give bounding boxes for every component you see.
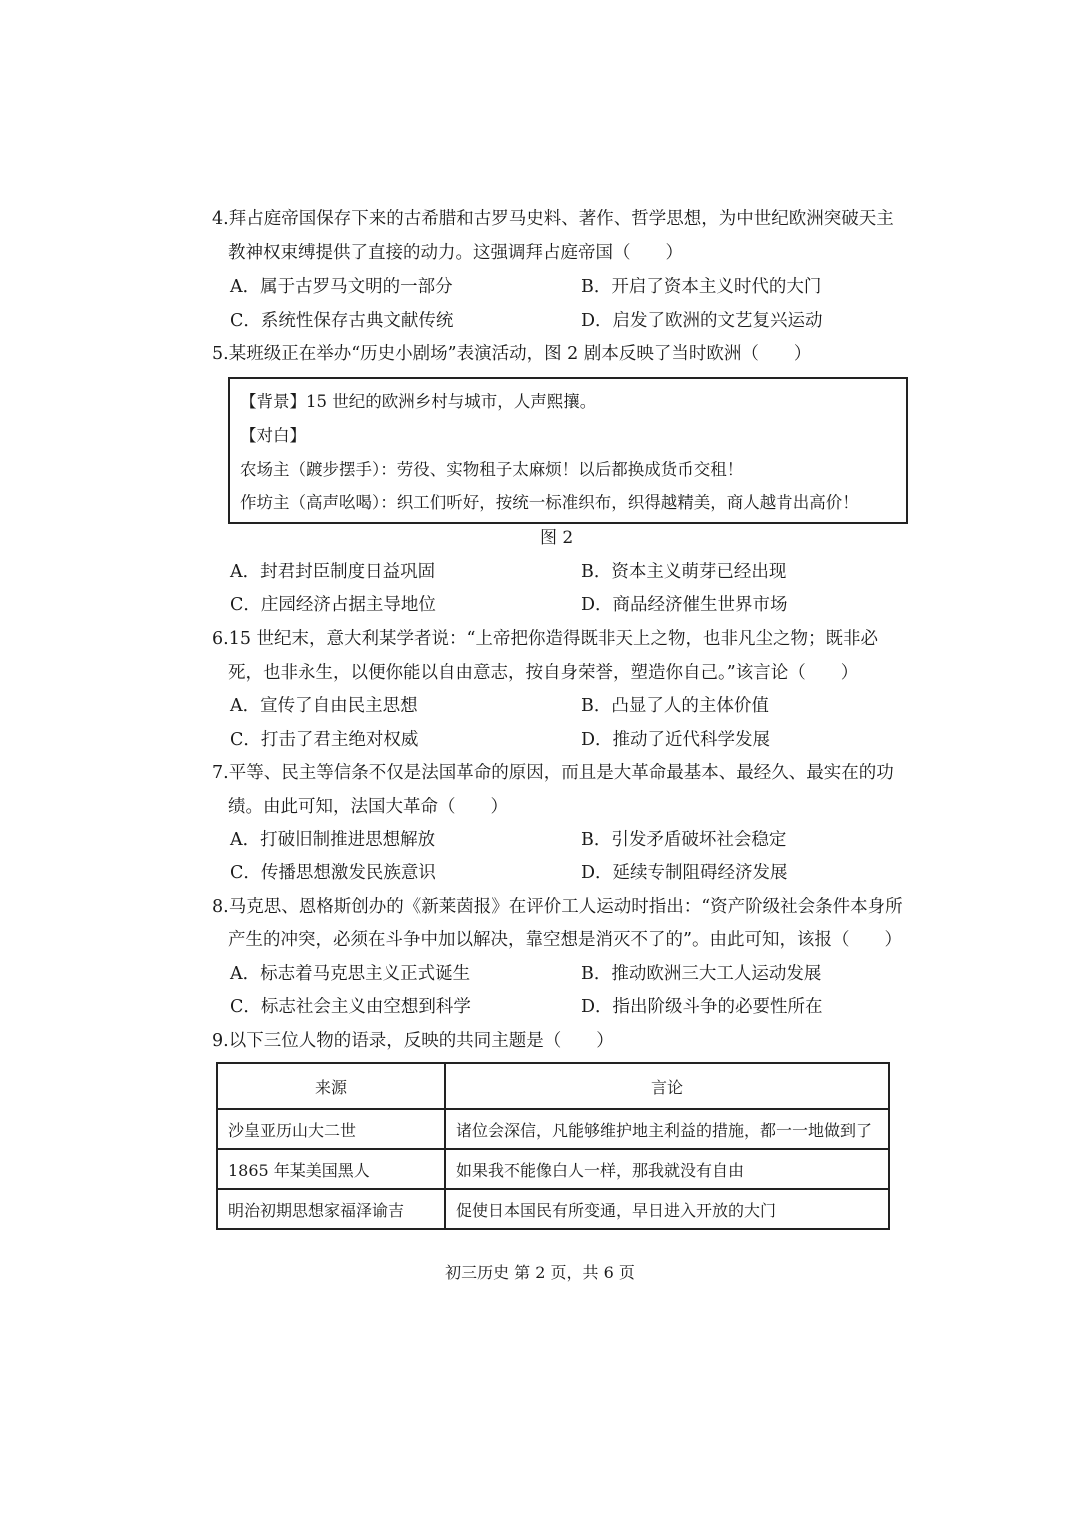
q8-stem-line1: 8.马克思、恩格斯创办的《新莱茵报》在评价工人运动时指出：“资产阶级社会条件本身所 bbox=[212, 897, 903, 917]
q8-option-d: D．指出阶级斗争的必要性所在 bbox=[581, 997, 823, 1017]
table-row bbox=[217, 1149, 889, 1189]
q5-script-dialogue-heading: 【对白】 bbox=[240, 426, 306, 445]
q7-option-d: D．延续专制阻碍经济发展 bbox=[581, 863, 788, 883]
table-header-source: 来源 bbox=[217, 1063, 445, 1109]
q4-stem-line2: 教神权束缚提供了直接的动力。这强调拜占庭帝国（ ） bbox=[228, 243, 683, 263]
table-row bbox=[217, 1189, 889, 1229]
q4-option-c: C．系统性保存古典文献传统 bbox=[230, 311, 454, 331]
q5-stem: 5.某班级正在举办“历史小剧场”表演活动，图 2 剧本反映了当时欧洲（ ） bbox=[212, 344, 812, 364]
q5-script-background: 【背景】15 世纪的欧洲乡村与城市，人声熙攘。 bbox=[240, 392, 597, 411]
table-cell-statement: 如果我不能像白人一样，那我就没有自由 bbox=[445, 1149, 889, 1189]
q6-stem-line1: 6.15 世纪末，意大利某学者说：“上帝把你造得既非天上之物，也非凡尘之物；既非必 bbox=[212, 629, 878, 649]
table-cell-source: 沙皇亚历山大二世 bbox=[217, 1109, 445, 1149]
q4-stem-line1: 4.拜占庭帝国保存下来的古希腊和古罗马史料、著作、哲学思想，为中世纪欧洲突破天主 bbox=[212, 209, 894, 229]
q7-option-c: C．传播思想激发民族意识 bbox=[230, 863, 436, 883]
q5-option-b: B．资本主义萌芽已经出现 bbox=[581, 562, 787, 582]
q4-option-d: D．启发了欧洲的文艺复兴运动 bbox=[581, 311, 823, 331]
figure-caption: 图 2 bbox=[540, 528, 574, 548]
q5-option-c: C．庄园经济占据主导地位 bbox=[230, 595, 436, 615]
q7-stem-line2: 绩。由此可知，法国大革命（ ） bbox=[228, 797, 508, 817]
table-header-statement: 言论 bbox=[445, 1063, 889, 1109]
q5-script-farmer-line: 农场主（踱步摆手）：劳役、实物租子太麻烦！以后都换成货币交租！ bbox=[240, 460, 744, 479]
q4-option-b: B．开启了资本主义时代的大门 bbox=[581, 277, 822, 297]
q9-stem: 9.以下三位人物的语录，反映的共同主题是（ ） bbox=[212, 1031, 614, 1051]
q6-option-a: A．宣传了自由民主思想 bbox=[230, 696, 418, 716]
q8-option-c: C．标志社会主义由空想到科学 bbox=[230, 997, 471, 1017]
q7-option-b: B．引发矛盾破坏社会稳定 bbox=[581, 830, 787, 850]
table-cell-statement: 促使日本国民有所变通，早日进入开放的大门 bbox=[445, 1189, 889, 1229]
q5-option-a: A．封君封臣制度日益巩固 bbox=[230, 562, 436, 582]
table-row bbox=[217, 1109, 889, 1149]
page-footer: 初三历史 第 2 页，共 6 页 bbox=[445, 1263, 635, 1282]
q7-stem-line1: 7.平等、民主等信条不仅是法国革命的原因，而且是大革命最基本、最经久、最实在的功 bbox=[212, 763, 894, 783]
q6-stem-line2: 死，也非永生，以便你能以自由意志，按自身荣誉，塑造你自己。”该言论（ ） bbox=[228, 663, 859, 683]
q6-option-b: B．凸显了人的主体价值 bbox=[581, 696, 769, 716]
q7-option-a: A．打破旧制推进思想解放 bbox=[230, 830, 436, 850]
table-cell-source: 1865 年某美国黑人 bbox=[217, 1149, 445, 1189]
q5-script-box bbox=[228, 377, 908, 524]
table-cell-statement: 诸位会深信，凡能够维护地主利益的措施，都一一地做到了 bbox=[445, 1109, 889, 1149]
table-cell-source: 明治初期思想家福泽谕吉 bbox=[217, 1189, 445, 1229]
q8-stem-line2: 产生的冲突，必须在斗争中加以解决，靠空想是消灭不了的”。由此可知，该报（ ） bbox=[228, 930, 902, 950]
quotes-table bbox=[216, 1062, 890, 1230]
q4-option-a: A．属于古罗马文明的一部分 bbox=[230, 277, 453, 297]
q6-option-d: D．推动了近代科学发展 bbox=[581, 730, 771, 750]
q5-option-d: D．商品经济催生世界市场 bbox=[581, 595, 788, 615]
table-header-row bbox=[217, 1063, 889, 1109]
q6-option-c: C．打击了君主绝对权威 bbox=[230, 730, 419, 750]
q8-option-b: B．推动欧洲三大工人运动发展 bbox=[581, 964, 822, 984]
q8-option-a: A．标志着马克思主义正式诞生 bbox=[230, 964, 471, 984]
q5-script-workshop-line: 作坊主（高声吆喝）：织工们听好，按统一标准织布，织得越精美，商人越肯出高价！ bbox=[240, 493, 859, 512]
